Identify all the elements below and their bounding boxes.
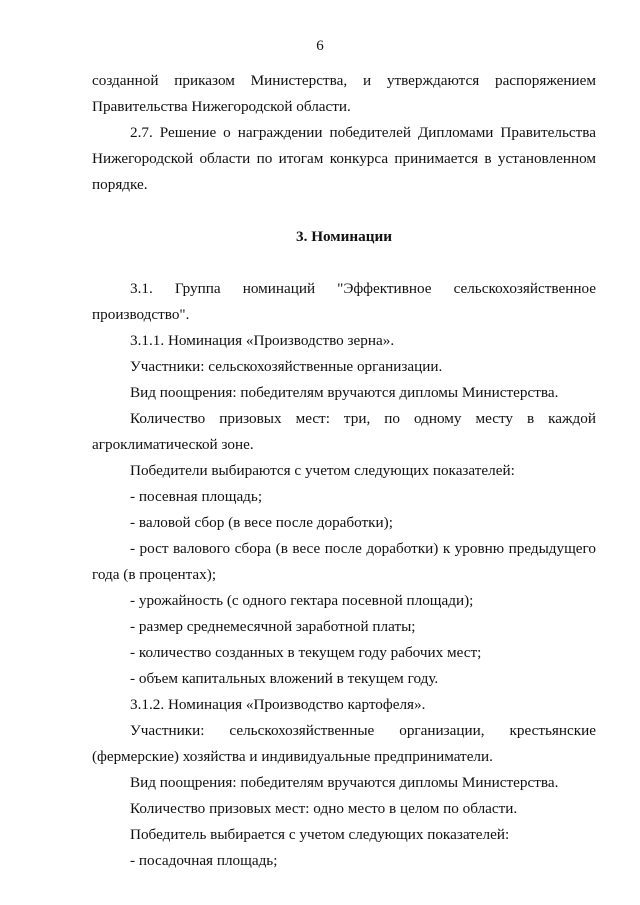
criteria-item: - валовой сбор (в весе после доработки); bbox=[130, 514, 393, 531]
document-body bbox=[92, 68, 596, 874]
paragraph-line: (фермерские) хозяйства и индивидуальные предприниматели. bbox=[92, 748, 493, 765]
paragraph-line: Количество призовых мест: три, по одному месту в каждой bbox=[130, 410, 596, 427]
participants-text: Участники: сельскохозяйственные организации. bbox=[130, 358, 443, 375]
criteria-item: - размер среднемесячной заработной платы; bbox=[130, 618, 416, 635]
criteria-item: - объем капитальных вложений в текущем году. bbox=[130, 670, 439, 687]
award-type-text: Вид поощрения: победителям вручаются дипломы Министерства. bbox=[130, 384, 559, 401]
criteria-item: - количество созданных в текущем году рабочих мест; bbox=[130, 644, 482, 661]
nomination-heading: 3.1.1. Номинация «Производство зерна». bbox=[130, 332, 395, 349]
paragraph-line: 3.1. Группа номинаций "Эффективное сельскохозяйственное bbox=[130, 280, 596, 297]
paragraph-line: агроклиматической зоне. bbox=[92, 436, 254, 453]
page-number: 6 bbox=[316, 38, 324, 54]
paragraph-line: Правительства Нижегородской области. bbox=[92, 98, 351, 115]
prize-count-text: Количество призовых мест: одно место в целом по области. bbox=[130, 800, 518, 817]
paragraph-line: порядке. bbox=[92, 176, 148, 193]
criteria-item: - посевная площадь; bbox=[130, 488, 263, 505]
criteria-intro: Победители выбираются с учетом следующих показателей: bbox=[130, 462, 515, 479]
paragraph-line: созданной приказом Министерства, и утверждаются распоряжением bbox=[92, 72, 596, 89]
paragraph-line: 2.7. Решение о награждении победителей Дипломами Правительства bbox=[130, 124, 596, 141]
paragraph-line: Нижегородской области по итогам конкурса принимается в установленном bbox=[92, 150, 596, 167]
section-title: 3. Номинации bbox=[296, 228, 392, 245]
paragraph-line: года (в процентах); bbox=[92, 566, 217, 583]
nomination-heading: 3.1.2. Номинация «Производство картофеля». bbox=[130, 696, 426, 713]
criteria-item: - посадочная площадь; bbox=[130, 852, 278, 869]
paragraph-line: производство". bbox=[92, 306, 190, 323]
criteria-item: - урожайность (с одного гектара посевной площади); bbox=[130, 592, 474, 609]
criteria-intro: Победитель выбирается с учетом следующих показателей: bbox=[130, 826, 510, 843]
criteria-item: - рост валового сбора (в весе после доработки) к уровню предыдущего bbox=[130, 540, 596, 557]
award-type-text: Вид поощрения: победителям вручаются дипломы Министерства. bbox=[130, 774, 559, 791]
paragraph-line: Участники: сельскохозяйственные организации, крестьянские bbox=[130, 722, 596, 739]
